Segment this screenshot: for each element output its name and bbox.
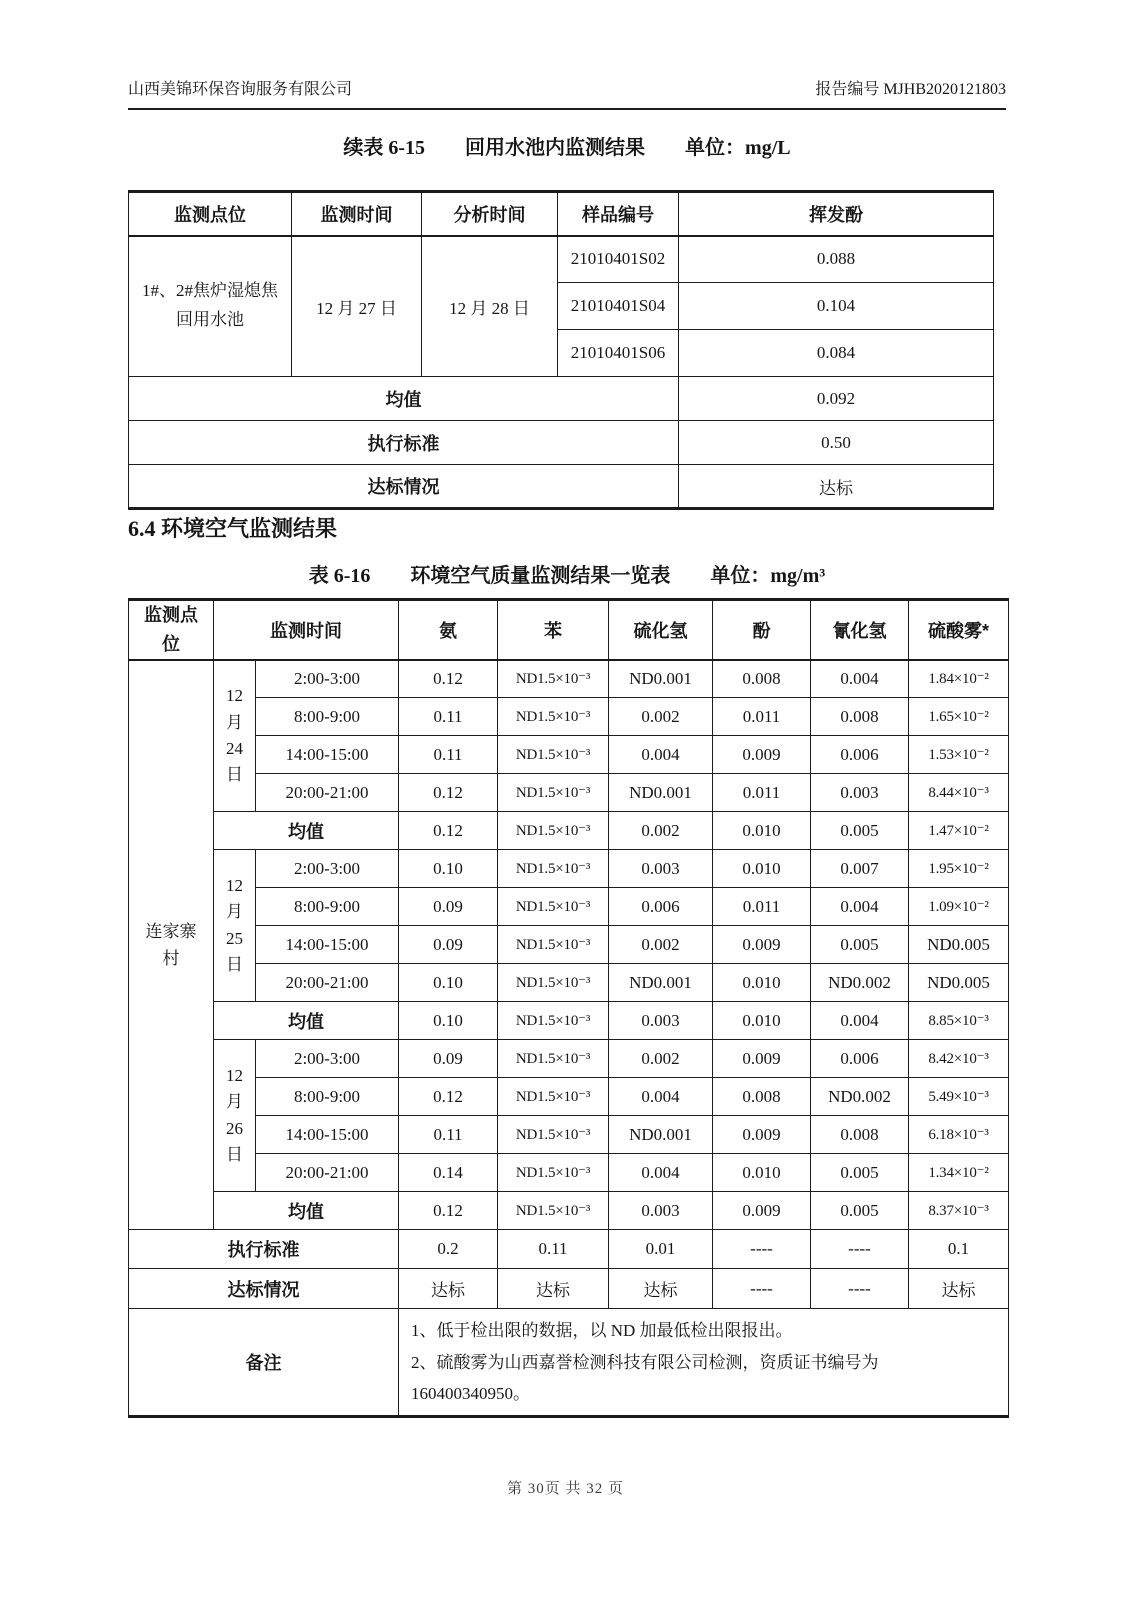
table1-title-text: 回用水池内监测结果 bbox=[465, 137, 646, 159]
column-header-sample-id: 样品编号 bbox=[558, 192, 679, 236]
standard-value-cell: 0.11 bbox=[498, 1230, 609, 1269]
value-cell: 0.004 bbox=[609, 736, 713, 774]
value-cell: 6.18×10⁻³ bbox=[909, 1116, 1009, 1154]
value-cell: 0.12 bbox=[399, 660, 498, 698]
value-cell: 0.09 bbox=[399, 888, 498, 926]
value-cell: 0.004 bbox=[609, 1078, 713, 1116]
mean-value-cell: 0.003 bbox=[609, 1002, 713, 1040]
value-cell: 1.34×10⁻² bbox=[909, 1154, 1009, 1192]
date-cell bbox=[214, 660, 256, 812]
sample-id-cell: 21010401S04 bbox=[558, 283, 679, 330]
value-cell: 0.004 bbox=[811, 660, 909, 698]
value-cell: 0.006 bbox=[609, 888, 713, 926]
value-cell: 1.84×10⁻² bbox=[909, 660, 1009, 698]
value-cell: ND0.002 bbox=[811, 1078, 909, 1116]
value-cell: ND1.5×10⁻³ bbox=[498, 660, 609, 698]
mean-value-cell: 1.47×10⁻² bbox=[909, 812, 1009, 850]
value-cell: ND0.001 bbox=[609, 1116, 713, 1154]
standard-value-cell: ---- bbox=[811, 1230, 909, 1269]
table1-title-label: 续表 6-15 bbox=[343, 137, 426, 159]
mean-value-cell: 0.004 bbox=[811, 1002, 909, 1040]
compliance-value-cell: 达标 bbox=[909, 1269, 1009, 1309]
value-cell: 0.010 bbox=[713, 1154, 811, 1192]
value-cell: 0.09 bbox=[399, 926, 498, 964]
value-cell: 0.008 bbox=[713, 660, 811, 698]
value-cell: 0.005 bbox=[811, 926, 909, 964]
value-cell: 0.002 bbox=[609, 926, 713, 964]
monitor-date-cell: 12 月 27 日 bbox=[292, 236, 422, 377]
standard-label-cell: 执行标准 bbox=[129, 421, 679, 465]
value-cell: ND1.5×10⁻³ bbox=[498, 888, 609, 926]
table2-title-text: 环境空气质量监测结果一览表 bbox=[410, 565, 671, 587]
compliance-value-cell: 达标 bbox=[399, 1269, 498, 1309]
date-line: 12 bbox=[226, 875, 243, 895]
date-line: 12 bbox=[226, 1065, 243, 1085]
time-cell: 20:00-21:00 bbox=[256, 964, 399, 1002]
standard-value-cell: 0.01 bbox=[609, 1230, 713, 1269]
time-cell: 14:00-15:00 bbox=[256, 736, 399, 774]
value-cell: 0.008 bbox=[713, 1078, 811, 1116]
value-cell: 0.010 bbox=[713, 850, 811, 888]
value-cell: 0.005 bbox=[811, 1154, 909, 1192]
value-cell: ND1.5×10⁻³ bbox=[498, 736, 609, 774]
mean-value-cell: 0.10 bbox=[399, 1002, 498, 1040]
date-line: 25 bbox=[226, 928, 243, 948]
mean-value-cell: 0.005 bbox=[811, 812, 909, 850]
value-cell: 0.11 bbox=[399, 698, 498, 736]
value-cell: 0.11 bbox=[399, 1116, 498, 1154]
mean-value-cell: 0.010 bbox=[713, 812, 811, 850]
standard-value-cell: 0.1 bbox=[909, 1230, 1009, 1269]
date-line: 24 bbox=[226, 738, 243, 758]
mean-value-cell: 0.092 bbox=[679, 377, 994, 421]
value-cell: 0.009 bbox=[713, 1040, 811, 1078]
value-cell: 0.009 bbox=[713, 736, 811, 774]
value-cell: 8.44×10⁻³ bbox=[909, 774, 1009, 812]
table1-title bbox=[128, 131, 1006, 160]
value-cell: 0.084 bbox=[679, 330, 994, 377]
date-line: 月 bbox=[226, 902, 243, 922]
value-cell: ND0.005 bbox=[909, 926, 1009, 964]
report-number: 报告编号 MJHB2020121803 bbox=[815, 81, 1006, 98]
column-header-site: 监测点位 bbox=[129, 600, 214, 660]
column-header-benzene: 苯 bbox=[498, 600, 609, 660]
analysis-date-cell: 12 月 28 日 bbox=[422, 236, 558, 377]
table1-unit: 单位：mg/L bbox=[685, 137, 791, 159]
value-cell: ND0.001 bbox=[609, 660, 713, 698]
remark-content-cell bbox=[399, 1309, 1009, 1417]
time-cell: 20:00-21:00 bbox=[256, 774, 399, 812]
compliance-value-cell: 达标 bbox=[609, 1269, 713, 1309]
mean-value-cell: 0.003 bbox=[609, 1192, 713, 1230]
mean-value-cell: 8.37×10⁻³ bbox=[909, 1192, 1009, 1230]
time-cell: 2:00-3:00 bbox=[256, 660, 399, 698]
time-cell: 8:00-9:00 bbox=[256, 1078, 399, 1116]
value-cell: 0.010 bbox=[713, 964, 811, 1002]
value-cell: 0.12 bbox=[399, 1078, 498, 1116]
value-cell: ND1.5×10⁻³ bbox=[498, 1154, 609, 1192]
value-cell: ND0.001 bbox=[609, 774, 713, 812]
table2-title-label: 表 6-16 bbox=[308, 565, 371, 587]
site-cell: 连家寨村 bbox=[129, 660, 214, 1230]
value-cell: 0.003 bbox=[609, 850, 713, 888]
section-heading: 6.4 环境空气监测结果 bbox=[128, 516, 338, 541]
date-line: 日 bbox=[226, 765, 243, 785]
ambient-air-result-table bbox=[128, 598, 1009, 1418]
time-cell: 2:00-3:00 bbox=[256, 850, 399, 888]
time-cell: 14:00-15:00 bbox=[256, 926, 399, 964]
page-footer: 第 30页 共 32 页 bbox=[506, 1481, 624, 1497]
time-cell: 2:00-3:00 bbox=[256, 1040, 399, 1078]
compliance-value-cell: 达标 bbox=[679, 465, 994, 509]
value-cell: 0.003 bbox=[811, 774, 909, 812]
value-cell: 0.088 bbox=[679, 236, 994, 283]
value-cell: 1.53×10⁻² bbox=[909, 736, 1009, 774]
table2-title bbox=[128, 559, 1006, 588]
date-line: 日 bbox=[226, 1144, 243, 1164]
date-cell bbox=[214, 850, 256, 1002]
reuse-pool-result-table bbox=[128, 190, 994, 510]
value-cell: 8.42×10⁻³ bbox=[909, 1040, 1009, 1078]
time-cell: 8:00-9:00 bbox=[256, 698, 399, 736]
time-cell: 8:00-9:00 bbox=[256, 888, 399, 926]
column-header-hydrogen-sulfide: 硫化氢 bbox=[609, 600, 713, 660]
compliance-value-cell: 达标 bbox=[498, 1269, 609, 1309]
column-header-sulfuric-acid-mist: 硫酸雾* bbox=[909, 600, 1009, 660]
date-cell bbox=[214, 1040, 256, 1192]
value-cell: 1.09×10⁻² bbox=[909, 888, 1009, 926]
value-cell: ND1.5×10⁻³ bbox=[498, 1116, 609, 1154]
mean-label-cell: 均值 bbox=[214, 812, 399, 850]
value-cell: 0.14 bbox=[399, 1154, 498, 1192]
mean-value-cell: ND1.5×10⁻³ bbox=[498, 812, 609, 850]
date-line: 月 bbox=[226, 1092, 243, 1112]
compliance-value-cell: ---- bbox=[811, 1269, 909, 1309]
remark-label-cell: 备注 bbox=[129, 1309, 399, 1417]
value-cell: ND1.5×10⁻³ bbox=[498, 926, 609, 964]
value-cell: 0.006 bbox=[811, 736, 909, 774]
compliance-label-cell: 达标情况 bbox=[129, 1269, 399, 1309]
value-cell: 0.004 bbox=[609, 1154, 713, 1192]
value-cell: 0.008 bbox=[811, 1116, 909, 1154]
mean-value-cell: ND1.5×10⁻³ bbox=[498, 1192, 609, 1230]
time-cell: 20:00-21:00 bbox=[256, 1154, 399, 1192]
mean-value-cell: 0.002 bbox=[609, 812, 713, 850]
date-line: 月 bbox=[226, 712, 243, 732]
sample-id-cell: 21010401S02 bbox=[558, 236, 679, 283]
value-cell: 0.002 bbox=[609, 698, 713, 736]
remark-line: 160400340950。 bbox=[411, 1383, 530, 1403]
mean-value-cell: 0.010 bbox=[713, 1002, 811, 1040]
value-cell: ND0.002 bbox=[811, 964, 909, 1002]
mean-value-cell: 0.005 bbox=[811, 1192, 909, 1230]
value-cell: ND1.5×10⁻³ bbox=[498, 1040, 609, 1078]
value-cell: 0.12 bbox=[399, 774, 498, 812]
mean-label-cell: 均值 bbox=[214, 1192, 399, 1230]
value-cell: ND0.005 bbox=[909, 964, 1009, 1002]
date-line: 26 bbox=[226, 1118, 243, 1138]
time-cell: 14:00-15:00 bbox=[256, 1116, 399, 1154]
value-cell: 0.006 bbox=[811, 1040, 909, 1078]
mean-value-cell: 0.12 bbox=[399, 1192, 498, 1230]
value-cell: 0.104 bbox=[679, 283, 994, 330]
value-cell: ND1.5×10⁻³ bbox=[498, 774, 609, 812]
remark-line: 1、低于检出限的数据，以 ND 加最低检出限报出。 bbox=[411, 1321, 793, 1341]
remark-line: 2、硫酸雾为山西嘉誉检测科技有限公司检测，资质证书编号为 bbox=[411, 1352, 879, 1372]
value-cell: ND0.001 bbox=[609, 964, 713, 1002]
value-cell: 0.009 bbox=[713, 1116, 811, 1154]
date-line: 日 bbox=[226, 954, 243, 974]
value-cell: ND1.5×10⁻³ bbox=[498, 964, 609, 1002]
column-header-monitor-time: 监测时间 bbox=[214, 600, 399, 660]
value-cell: ND1.5×10⁻³ bbox=[498, 698, 609, 736]
value-cell: 0.011 bbox=[713, 774, 811, 812]
value-cell: 0.10 bbox=[399, 964, 498, 1002]
column-header-volatile-phenol: 挥发酚 bbox=[679, 192, 994, 236]
value-cell: ND1.5×10⁻³ bbox=[498, 1078, 609, 1116]
column-header-monitor-time: 监测时间 bbox=[292, 192, 422, 236]
sample-id-cell: 21010401S06 bbox=[558, 330, 679, 377]
mean-value-cell: 8.85×10⁻³ bbox=[909, 1002, 1009, 1040]
site-cell: 1#、2#焦炉湿熄焦回用水池 bbox=[129, 236, 292, 377]
value-cell: 0.011 bbox=[713, 888, 811, 926]
column-header-hydrogen-cyanide: 氰化氢 bbox=[811, 600, 909, 660]
column-header-ammonia: 氨 bbox=[399, 600, 498, 660]
standard-value-cell: 0.50 bbox=[679, 421, 994, 465]
value-cell: 0.008 bbox=[811, 698, 909, 736]
value-cell: 0.11 bbox=[399, 736, 498, 774]
mean-value-cell: 0.009 bbox=[713, 1192, 811, 1230]
value-cell: 0.009 bbox=[713, 926, 811, 964]
standard-value-cell: ---- bbox=[713, 1230, 811, 1269]
value-cell: 0.004 bbox=[811, 888, 909, 926]
compliance-value-cell: ---- bbox=[713, 1269, 811, 1309]
value-cell: 0.007 bbox=[811, 850, 909, 888]
column-header-analysis-time: 分析时间 bbox=[422, 192, 558, 236]
mean-value-cell: 0.12 bbox=[399, 812, 498, 850]
value-cell: 1.65×10⁻² bbox=[909, 698, 1009, 736]
value-cell: ND1.5×10⁻³ bbox=[498, 850, 609, 888]
mean-value-cell: ND1.5×10⁻³ bbox=[498, 1002, 609, 1040]
value-cell: 0.002 bbox=[609, 1040, 713, 1078]
compliance-label-cell: 达标情况 bbox=[129, 465, 679, 509]
standard-label-cell: 执行标准 bbox=[129, 1230, 399, 1269]
standard-value-cell: 0.2 bbox=[399, 1230, 498, 1269]
mean-label-cell: 均值 bbox=[214, 1002, 399, 1040]
value-cell: 0.10 bbox=[399, 850, 498, 888]
date-line: 12 bbox=[226, 686, 243, 706]
table2-unit: 单位：mg/m³ bbox=[710, 565, 826, 587]
value-cell: 0.09 bbox=[399, 1040, 498, 1078]
value-cell: 5.49×10⁻³ bbox=[909, 1078, 1009, 1116]
page-header bbox=[128, 76, 1006, 110]
value-cell: 0.011 bbox=[713, 698, 811, 736]
column-header-phenol: 酚 bbox=[713, 600, 811, 660]
company-name: 山西美锦环保咨询服务有限公司 bbox=[128, 81, 353, 98]
column-header-site: 监测点位 bbox=[129, 192, 292, 236]
value-cell: 1.95×10⁻² bbox=[909, 850, 1009, 888]
mean-label-cell: 均值 bbox=[129, 377, 679, 421]
